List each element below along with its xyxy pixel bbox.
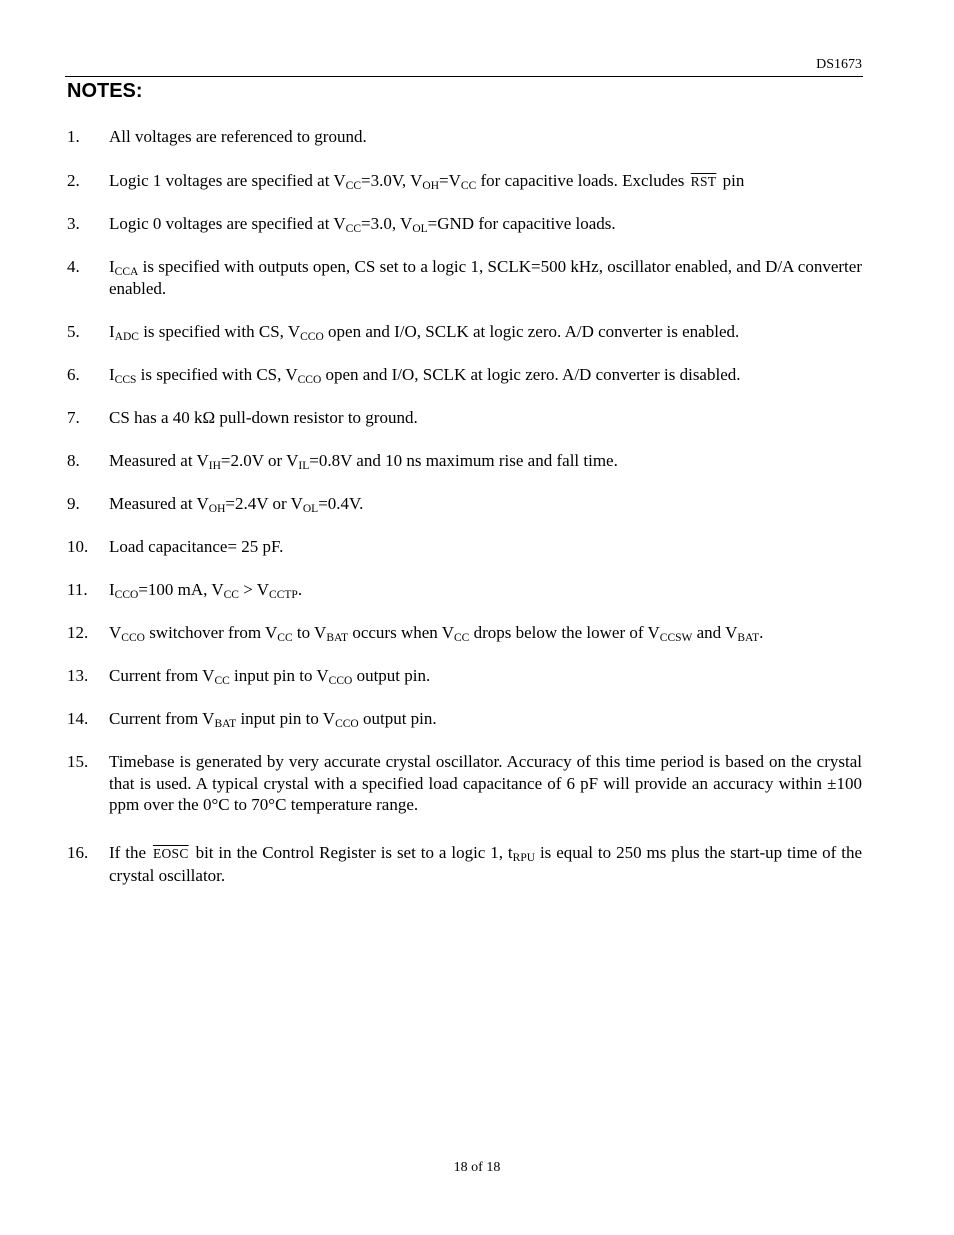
note-number: 9. xyxy=(67,494,80,513)
page-number: 18 of 18 xyxy=(453,1160,501,1175)
note-13 xyxy=(67,665,862,687)
note-number: 14. xyxy=(67,709,89,728)
note-text: Measured at $V_{IH}=2.0V$ or $V_{IL}=0.8V$ and 10 ns maximum rise and fall time. xyxy=(109,451,618,472)
note-number: 3. xyxy=(67,214,80,233)
eosc-bit-label: EOSC xyxy=(152,846,189,861)
note-text: Current from $V_{BAT}$ input pin to $V_{CCO}$ output pin. xyxy=(109,709,437,730)
note-text: Measured at $V_{OH}=2.4V$ or $V_{OL}=0.4V$. xyxy=(109,494,364,515)
note-number: 4. xyxy=(67,257,80,276)
note-number: 13. xyxy=(67,666,89,685)
note-number: 16. xyxy=(67,843,89,862)
note-number: 5. xyxy=(67,322,80,341)
note-text: All voltages are referenced to ground. xyxy=(109,127,367,146)
note-text: Load capacitance= 25 pF. xyxy=(109,537,284,556)
note-text: $I_{CCA}$ is specified with outputs open, CS set to a logic 1, SCLK=500 kHz, oscillator enabled, and D/A converter enabled. xyxy=(109,257,862,298)
note-3 xyxy=(67,213,862,235)
note-15 xyxy=(67,751,862,816)
note-2 xyxy=(67,170,862,193)
note-10 xyxy=(67,536,862,558)
note-number: 2. xyxy=(67,171,80,190)
note-5 xyxy=(67,321,862,343)
document-id: DS1673 xyxy=(816,57,862,72)
note-text: Current from $V_{CC}$ input pin to $V_{CCO}$ output pin. xyxy=(109,666,431,687)
note-4 xyxy=(67,256,862,299)
notes-title: NOTES: xyxy=(67,80,143,102)
header-rule xyxy=(65,76,863,77)
note-text: If the EOSC bit in the Control Register is set to a logic 1, $t_{RPU}$ is equal to 250 ms plus the start-up time of the crystal oscillator. xyxy=(109,843,863,885)
rst-pin-label: $\overline{RST}$ xyxy=(690,174,717,189)
note-text: $I_{ADC}$ is specified with CS, $V_{CCO}$ open and I/O, SCLK at logic zero. A/D converter is enabled. xyxy=(109,322,740,343)
note-text: $I_{CCO}=100$ mA, $V_{CC} > V_{CCTP}$. xyxy=(109,580,303,601)
note-number: 6. xyxy=(67,365,80,384)
note-9 xyxy=(67,493,862,515)
note-7 xyxy=(67,407,862,429)
note-text: $I_{CCS}$ is specified with CS, $V_{CCO}$ open and I/O, SCLK at logic zero. A/D converter is disabled. xyxy=(109,365,741,386)
note-text: CS has a 40 kΩ pull-down resistor to ground. xyxy=(109,408,418,427)
note-text: Logic 1 voltages are specified at $V_{CC}=3.0V$, $V_{OH}=V_{CC}$ for capacitive loads. Excludes $\overline{RST}$ pin xyxy=(109,171,745,192)
note-1 xyxy=(67,126,862,148)
note-number: 1. xyxy=(67,127,80,146)
note-number: 11. xyxy=(67,580,88,599)
note-number: 8. xyxy=(67,451,80,470)
note-14 xyxy=(67,708,862,730)
note-number: 7. xyxy=(67,408,80,427)
note-11 xyxy=(67,579,862,601)
note-number: 15. xyxy=(67,752,89,771)
note-text: Timebase is generated by very accurate crystal oscillator. Accuracy of this time period is based on the crystal that is used. A typical crystal with a specified load capacitance of 6 pF will provide an accuracy within ±100 ppm over the 0°C to 70°C temperature range. xyxy=(109,752,862,814)
note-8 xyxy=(67,450,862,472)
note-6 xyxy=(67,364,862,386)
note-12 xyxy=(67,622,862,644)
note-16 xyxy=(67,842,862,886)
note-text: Logic 0 voltages are specified at $V_{CC}=3.0$, $V_{OL}=GND$ for capacitive loads. xyxy=(109,214,616,235)
note-text: $V_{CCO}$ switchover from $V_{CC}$ to $V_{BAT}$ occurs when $V_{CC}$ drops below the lower of $V_{CCSW}$ and $V_{BAT}$. xyxy=(109,623,764,644)
note-number: 12. xyxy=(67,623,89,642)
note-number: 10. xyxy=(67,537,89,556)
